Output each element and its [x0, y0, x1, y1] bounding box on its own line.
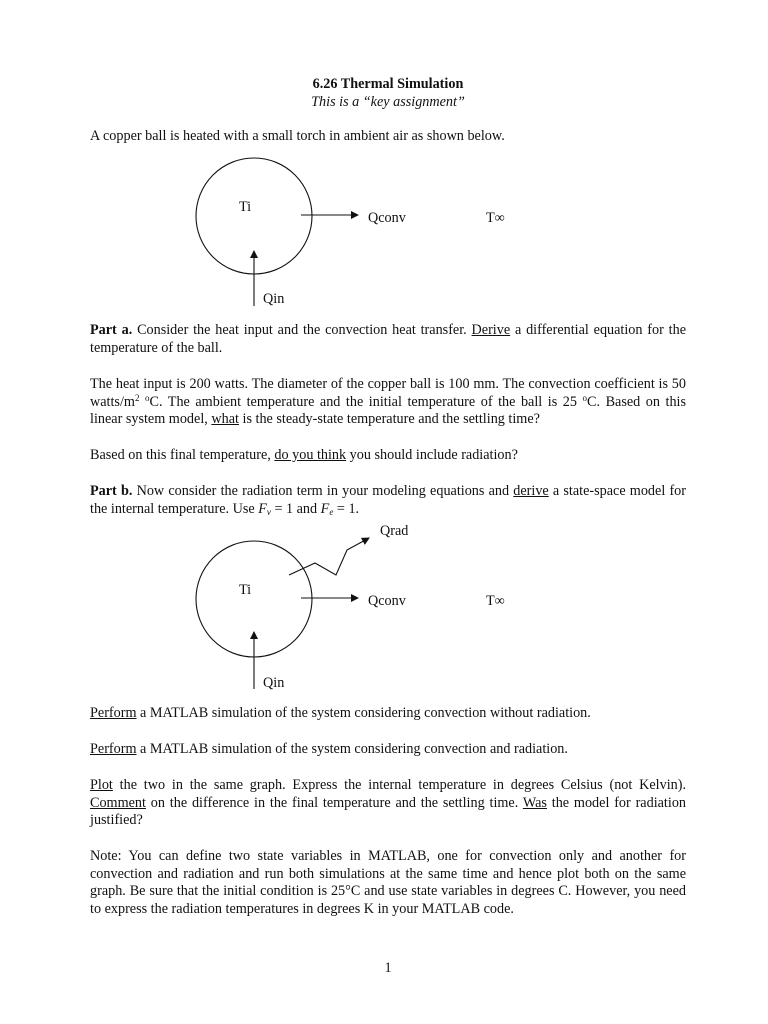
fv-symbol: F — [258, 500, 267, 517]
diagram-radiation — [150, 520, 570, 696]
params-text-4: is the steady-state temperature and the settling time? — [238, 411, 540, 428]
page-subtitle: This is a “key assignment” — [311, 94, 465, 110]
part-b-text-2: a state-space model for the internal temperature. Use — [90, 483, 686, 517]
diagram-convection-svg — [150, 150, 570, 312]
derive-emphasis: Derive — [471, 322, 511, 338]
qconv-label-2: Qconv — [368, 593, 406, 609]
tinf-label-2: T∞ — [486, 593, 505, 609]
perform-with-radiation — [90, 741, 686, 759]
plot-text-2: on the difference in the final temperature and the settling time. — [145, 794, 523, 811]
part-b-label: Part b. — [90, 483, 133, 499]
radiation-question — [90, 447, 686, 465]
radiation-q-text: Based on this final temperature, — [90, 447, 275, 463]
plot-emphasis: Plot — [90, 777, 113, 793]
intro-paragraph: A copper ball is heated with a small torch in ambient air as shown below. — [90, 128, 505, 144]
do-you-think-emphasis: do you think — [274, 447, 347, 463]
plot-paragraph — [90, 777, 686, 830]
page-number: 1 — [384, 960, 392, 976]
perform-emphasis-2: Perform — [90, 741, 137, 757]
qin-label-2: Qin — [263, 675, 285, 691]
diagram-convection — [150, 150, 570, 312]
params-text-2: C. The ambient temperature and the initial temperature of the ball is 25 — [149, 393, 583, 410]
ti-label-2: Ti — [239, 582, 252, 598]
part-a-label: Part a. — [90, 322, 133, 338]
part-b-text-3: = 1 and — [270, 500, 321, 517]
params-text: The heat input is 200 watts. The diameter of the copper ball is 100 mm. The convection coefficient is 50 watts/m — [90, 376, 686, 410]
degree-superscript: o — [144, 392, 150, 403]
qin-label: Qin — [263, 291, 285, 307]
part-a-text-end: a differential equation for the temperature of the ball. — [90, 322, 686, 356]
tinf-label: T∞ — [486, 210, 505, 226]
squared-superscript: 2 — [134, 392, 140, 403]
perform-2-text: a MATLAB simulation of the system considering convection and radiation. — [136, 741, 568, 757]
degree-superscript-2: o — [582, 392, 588, 403]
comment-emphasis: Comment — [90, 794, 146, 811]
plot-text-3: the model for radiation justified? — [90, 794, 687, 829]
what-emphasis: what — [211, 411, 239, 428]
qrad-zigzag-arrow — [289, 538, 369, 575]
part-b-text-4: = 1. — [333, 500, 360, 517]
plot-text: the two in the same graph. Express the internal temperature in degrees Celsius (not Kelvin). — [112, 777, 686, 793]
qconv-label: Qconv — [368, 210, 406, 226]
derive-b-emphasis: derive — [513, 483, 549, 499]
radiation-q-text-end: you should include radiation? — [346, 447, 518, 463]
perform-1-text: a MATLAB simulation of the system considering convection without radiation. — [136, 705, 591, 721]
part-a-text: Consider the heat input and the convection heat transfer. — [132, 322, 472, 338]
part-a-paragraph — [90, 322, 686, 357]
fe-symbol: F — [320, 500, 330, 517]
perform-emphasis: Perform — [90, 705, 137, 721]
fv-subscript: v — [266, 506, 271, 517]
note-paragraph: Note: You can define two state variables in MATLAB, one for convection only and another for convection and radiation and run both simulations at the same time and hence plot both on the same graph. Be sure that the initial condition is 25°C and use state variables in degrees C. However, you need to express the radiation temperatures in degrees K in your MATLAB code. — [90, 848, 686, 917]
was-emphasis: Was — [522, 794, 547, 811]
part-b-text: Now consider the radiation term in your modeling equations and — [132, 483, 514, 499]
parameters-paragraph — [90, 376, 686, 429]
diagram-radiation-svg — [150, 520, 570, 696]
ti-label: Ti — [239, 199, 252, 215]
fe-subscript: e — [329, 506, 334, 517]
part-b-paragraph — [90, 483, 686, 518]
params-text-3: C. Based on this linear system model, — [90, 393, 687, 428]
qrad-label: Qrad — [380, 523, 409, 539]
page-title: 6.26 Thermal Simulation — [312, 76, 464, 92]
perform-without-radiation — [90, 705, 686, 723]
